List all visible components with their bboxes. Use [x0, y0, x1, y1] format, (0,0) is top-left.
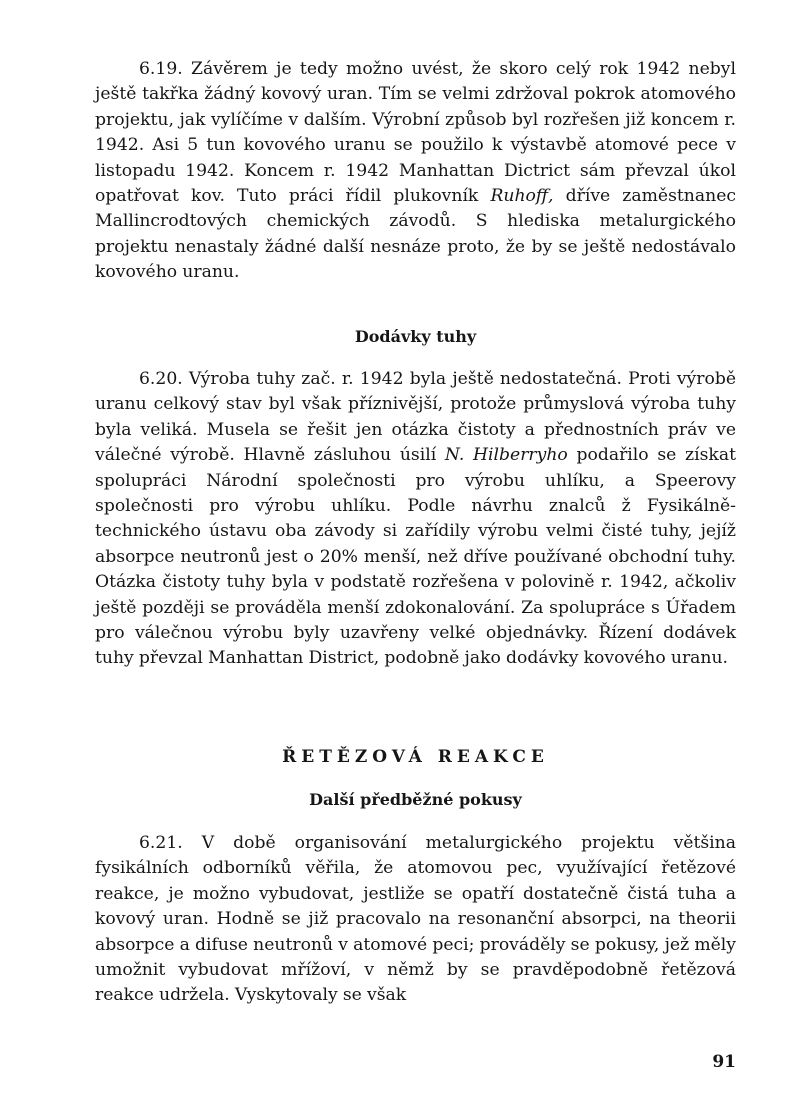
- section-heading-graphite: Dodávky tuhy: [354, 327, 477, 346]
- paragraph-text-continued: dříve zaměstnanec Mallincrodtových chemických závodů. S hlediska metalurgického projektu nenastaly žádné další nesnáze proto, že by se ještě nedostávalo kovového uranu.: [95, 186, 736, 283]
- paragraph-6-20: [95, 367, 736, 672]
- person-name-hilberry: N. Hilberryho: [444, 445, 568, 466]
- paragraph-text: Výroba tuhy zač. r. 1942 byla ještě nedostatečná. Proti výrobě uranu celkový stav byl však příznivější, protože průmyslová výroba tuhy byla veliká. Musela se řešit jen otázka čistoty a přednostních práv ve válečné výrobě. Hlavně zásluhou úsilí: [95, 369, 737, 466]
- paragraph-number: 6.21.: [139, 833, 183, 853]
- paragraph-6-21: [95, 831, 736, 1009]
- paragraph-6-19: [95, 57, 736, 286]
- paragraph-number: 6.20.: [139, 369, 183, 389]
- page-number: 91: [712, 1052, 736, 1072]
- paragraph-text-continued: podařilo se získat spolupráci Národní společnosti pro výrobu uhlíku, a Speerovy společnosti pro výrobu uhlíku. Podle návrhu znalců ž Fysikálně-technického ústavu oba závody si zařídily výrobu velmi čisté tuhy, jejíž absorpce neutronů jest o 20% menší, než dříve používané obchodní tuhy. Otázka čistoty tuhy byla v podstatě rozřešena v polovině r. 1942, ačkoliv ještě později se prováděla menší zdokonalování. Za spolupráce s Úřadem pro válečnou výrobu byly uzavřeny velké objednávky. Řízení dodávek tuhy převzal Manhattan District, podobně jako dodávky kovového uranu.: [95, 445, 736, 669]
- paragraph-text: V době organisování metalurgického projektu většina fysikálních odborníků věřila, že atomovou pec, využívající řetězové reakce, je možno vybudovat, jestliže se opatří dostatečně čistá tuha a kovový uran. Hodně se již pracovalo na resonanční absorpci, na theorii absorpce a difuse neutronů v atomové peci; prováděly se pokusy, jež měly umožnit vybudovat mřížoví, v němž by se pravděpodobně řetězová reakce udržela. Vyskytovaly se však: [95, 833, 736, 1006]
- paragraph-text: Závěrem je tedy možno uvést, že skoro celý rok 1942 nebyl ještě takřka žádný kovový uran. Tím se velmi zdržoval pokrok atomového projektu, jak vylíčíme v dalším. Výrobní způsob byl rozřešen již koncem r. 1942. Asi 5 tun kovového uranu se použilo k výstavbě atomové pece v listopadu 1942. Koncem r. 1942 Manhattan Dictrict sám převzal úkol opatřovat kov. Tuto práci řídil plukovník: [95, 59, 736, 207]
- chapter-title: ŘETĚZOVÁ REAKCE: [282, 747, 549, 767]
- section-heading-experiments: Další předběžné pokusy: [309, 790, 522, 809]
- paragraph-number: 6.19.: [139, 59, 183, 79]
- person-name-ruhoff: Ruhoff,: [490, 186, 554, 207]
